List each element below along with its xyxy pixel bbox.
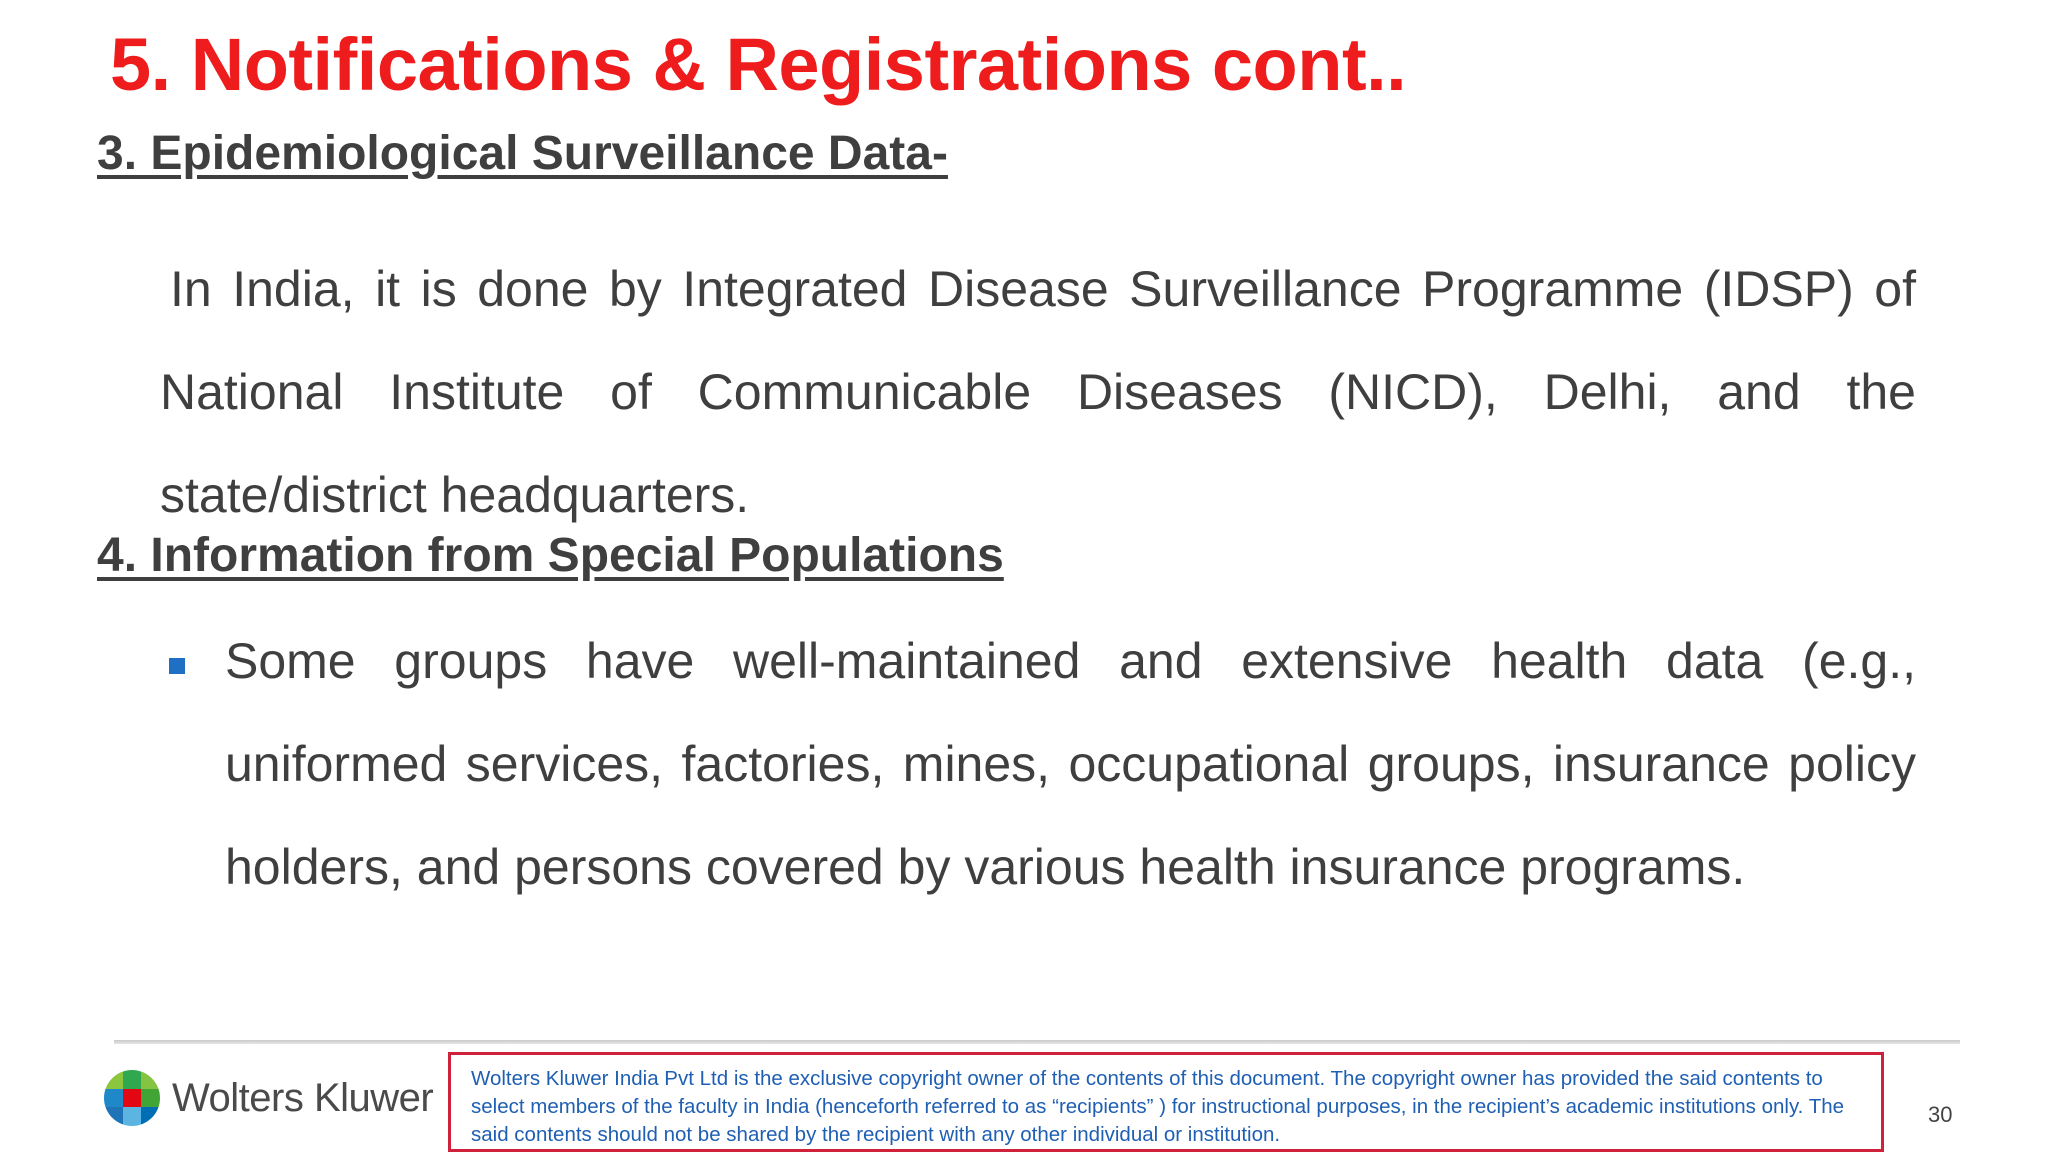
logo-text: Wolters Kluwer — [172, 1075, 434, 1120]
section-4-heading: 4. Information from Special Populations — [97, 529, 1004, 582]
copyright-notice: Wolters Kluwer India Pvt Ltd is the exclusive copyright owner of the contents of this document. The copyright owner has provided the said contents to select members of the faculty in India (henceforth referred to as “recipients” ) for instructional purposes, in the recipient’s academic institutions only. The said contents should not be shared by the recipient with any other individual or institution. — [448, 1052, 1884, 1152]
section-4-bullet-text: Some groups have well-maintained and extensive health data (e.g., uniformed services, factories, mines, occupational groups, insurance policy holders, and persons covered by various health insurance programs. — [225, 633, 1916, 895]
section-3-paragraph-text: In India, it is done by Integrated Disease Surveillance Programme (IDSP) of National Institute of Communicable Diseases (NICD), Delhi, and the state/district headquarters. — [160, 261, 1916, 523]
slide-title: 5. Notifications & Registrations cont.. — [110, 23, 1407, 106]
wolters-kluwer-logo — [104, 1070, 433, 1126]
section-4-bullet-item — [160, 633, 1916, 919]
square-bullet-icon — [169, 658, 185, 674]
section-3-heading: 3. Epidemiological Surveillance Data- — [97, 127, 948, 180]
page-number: 30 — [1928, 1102, 1953, 1127]
section-3-paragraph — [160, 238, 1916, 547]
wolters-kluwer-logo-icon — [104, 1070, 160, 1126]
footer-divider — [114, 1040, 1960, 1044]
